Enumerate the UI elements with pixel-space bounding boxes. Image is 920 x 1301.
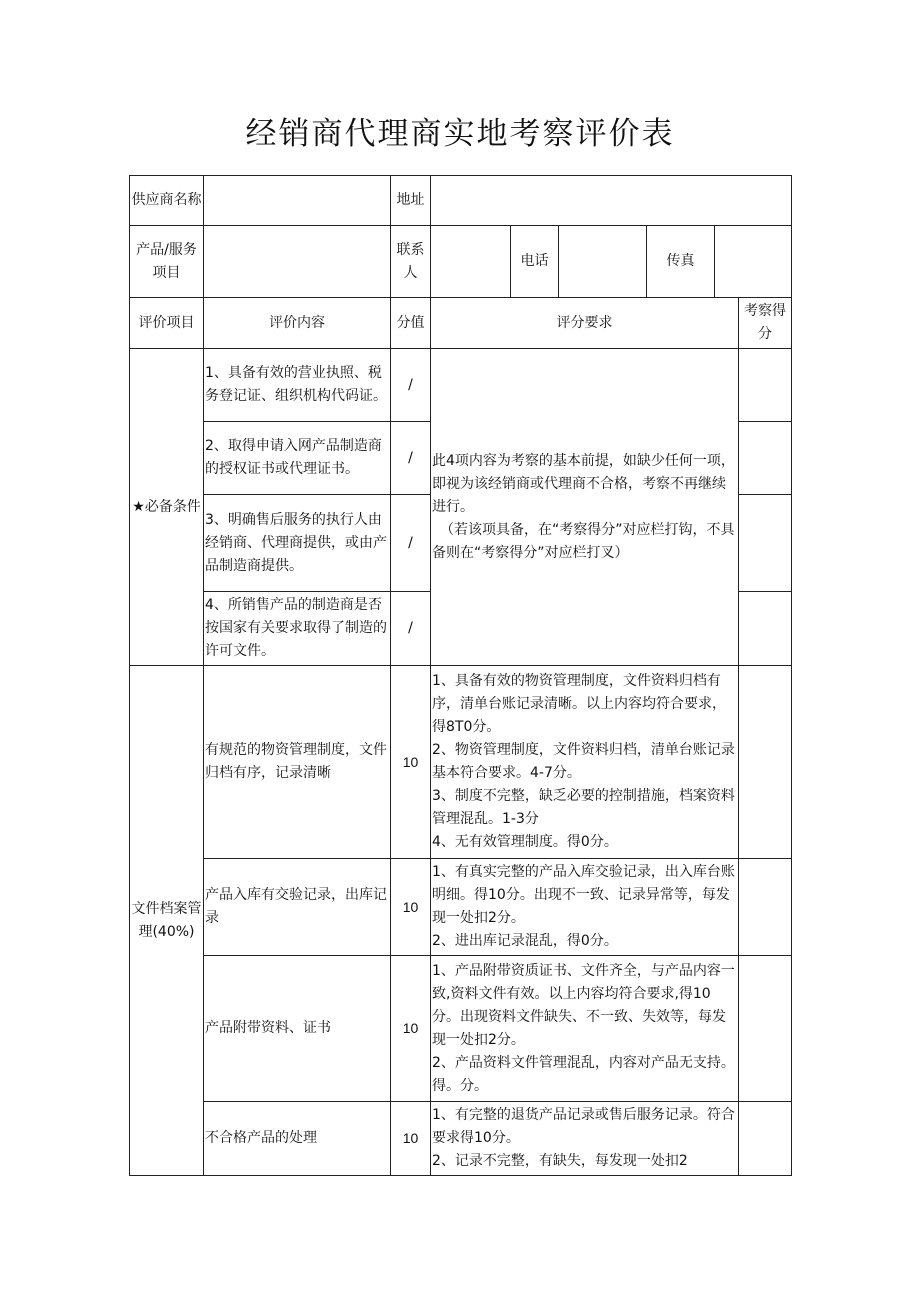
column-header-row — [130, 298, 792, 349]
required-requirement — [431, 349, 739, 666]
required-content: 1、具备有效的营业执照、税务登记证、组织机构代码证。 — [204, 349, 391, 422]
docs-requirement-line: 1、有真实完整的产品入库交验记录，出入库台账明细。得10分。出现不一致、记录异常等，每发现一处扣2分。 — [432, 864, 735, 926]
result-cell[interactable] — [739, 349, 792, 422]
table-row — [130, 956, 792, 1102]
required-score: / — [391, 592, 431, 666]
table-row — [130, 859, 792, 956]
docs-requirement-line: 2、产品资料文件管理混乱，内容对产品无支持。得。分。 — [432, 1054, 735, 1094]
docs-requirement — [431, 859, 739, 956]
docs-requirement-line: 1、产品附带资质证书、文件齐全，与产品内容一致,资料文件有效。以上内容均符合要求,得10分。出现资料文件缺失、不一致、失效等，每发现一处扣2分。 — [432, 962, 735, 1048]
supplier-name-field[interactable] — [204, 176, 391, 226]
phone-label: 电话 — [511, 226, 559, 298]
docs-score: 10 — [391, 666, 431, 859]
result-cell[interactable] — [739, 495, 792, 592]
required-content: 2、取得申请入网产品制造商的授权证书或代理证书。 — [204, 422, 391, 495]
docs-requirement — [431, 666, 739, 859]
docs-content: 不合格产品的处理 — [204, 1102, 391, 1176]
result-cell[interactable] — [739, 956, 792, 1102]
col-requirement: 评分要求 — [431, 298, 739, 349]
contact-label: 联系人 — [391, 226, 431, 298]
fax-label: 传真 — [647, 226, 715, 298]
docs-content: 产品附带资料、证书 — [204, 956, 391, 1102]
page-title: 经销商代理商实地考察评价表 — [245, 116, 675, 152]
docs-content: 有规范的物资管理制度，文件归档有序，记录清晰 — [204, 666, 391, 859]
section-docs-name: 文件档案管理(40%) — [130, 666, 204, 1176]
contact-field[interactable] — [431, 226, 511, 298]
docs-requirement-line: 1、具备有效的物资管理制度，文件资料归档有序，清单台账记录清晰。以上内容均符合要求，得8T0分。 — [432, 673, 726, 735]
docs-score: 10 — [391, 956, 431, 1102]
docs-requirement-line: 3、制度不完整，缺乏必要的控制措施，档案资料管理混乱。1-3分 — [432, 788, 735, 827]
result-cell[interactable] — [739, 1102, 792, 1176]
required-score: / — [391, 422, 431, 495]
address-label: 地址 — [391, 176, 431, 226]
table-row — [130, 666, 792, 859]
result-cell[interactable] — [739, 666, 792, 859]
docs-content: 产品入库有交验记录，出库记录 — [204, 859, 391, 956]
docs-requirement-line: 2、物资管理制度，文件资料归档，清单台账记录基本符合要求。4-7分。 — [432, 742, 735, 781]
docs-requirement-line: 2、进出库记录混乱，得0分。 — [432, 933, 618, 949]
required-content: 4、所销售产品的制造商是否按国家有关要求取得了制造的许可文件。 — [204, 592, 391, 666]
required-requirement-line1: 此4项内容为考察的基本前提，如缺少任何一项，即视为该经销商或代理商不合格，考察不再继续进行。 — [432, 452, 735, 515]
col-content: 评价内容 — [204, 298, 391, 349]
result-cell[interactable] — [739, 859, 792, 956]
required-requirement-line2: （若该项具备，在“考察得分”对应栏打钩，不具备则在“考察得分”对应栏打叉） — [432, 521, 735, 561]
docs-requirement — [431, 1102, 739, 1176]
docs-requirement-line: 2、记录不完整，有缺失，每发现一处扣2 — [432, 1153, 688, 1169]
header-row-supplier — [130, 176, 792, 226]
result-cell[interactable] — [739, 592, 792, 666]
supplier-name-label: 供应商名称 — [130, 176, 204, 226]
result-cell[interactable] — [739, 422, 792, 495]
docs-score: 10 — [391, 859, 431, 956]
required-content: 3、明确售后服务的执行人由经销商、代理商提供，或由产品制造商提供。 — [204, 495, 391, 592]
table-row — [130, 1102, 792, 1176]
col-result: 考察得分 — [739, 298, 792, 349]
evaluation-table — [129, 175, 792, 1176]
fax-field[interactable] — [715, 226, 792, 298]
docs-requirement-line: 1、有完整的退货产品记录或售后服务记录。符合要求得10分。 — [432, 1107, 735, 1146]
docs-requirement-line: 4、无有效管理制度。得0分。 — [432, 834, 618, 850]
docs-requirement — [431, 956, 739, 1102]
phone-field[interactable] — [559, 226, 647, 298]
section-required-name: ★必备条件 — [130, 349, 204, 666]
required-score: / — [391, 349, 431, 422]
address-field[interactable] — [431, 176, 792, 226]
product-field[interactable] — [204, 226, 391, 298]
required-score: / — [391, 495, 431, 592]
product-label: 产品/服务项目 — [130, 226, 204, 298]
docs-score: 10 — [391, 1102, 431, 1176]
table-row — [130, 349, 792, 422]
header-row-product — [130, 226, 792, 298]
col-score: 分值 — [391, 298, 431, 349]
col-item: 评价项目 — [130, 298, 204, 349]
